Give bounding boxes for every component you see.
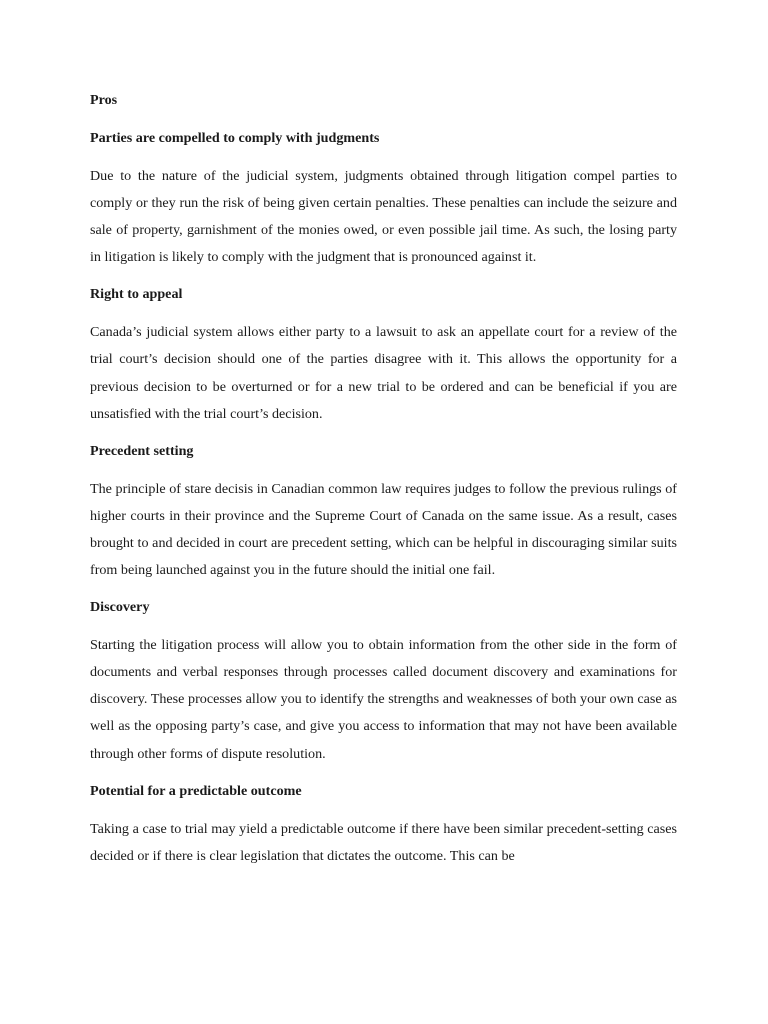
section-paragraph: Due to the nature of the judicial system, judgments obtained through litigation compel parties to comply or they run the risk of being given certain penalties. These penalties can include the seizure and sale of property, garnishment of the monies owed, or even possible jail time. As such, the losing party in litigation is likely to comply with the judgment that is pronounced against it.: [90, 168, 677, 266]
section-heading: Parties are compelled to comply with judgments: [90, 130, 380, 146]
section-paragraph: Starting the litigation process will allow you to obtain information from the other side in the form of documents and verbal responses through processes called document discovery and examinations for discovery. These processes allow you to identify the strengths and weaknesses of both your own case as well as the opposing party’s case, and give you access to information that may not have been available through other forms of dispute resolution.: [90, 637, 677, 762]
section-discovery: [90, 594, 677, 767]
section-heading: Potential for a predictable outcome: [90, 782, 302, 799]
section-paragraph: Canada’s judicial system allows either party to a lawsuit to ask an appellate court for a review of the trial court’s decision should one of the parties disagree with it. This allows the opportunity for a previous decision to be overturned or for a new trial to be ordered and can be beneficial if you are unsatisfied with the trial court’s decision.: [90, 324, 677, 422]
section-heading: Discovery: [90, 599, 150, 616]
section-compel-compliance: [90, 125, 677, 271]
section-heading: Right to appeal: [90, 286, 183, 303]
section-heading: Precedent setting: [90, 442, 194, 459]
document-page: [90, 87, 677, 880]
section-right-to-appeal: [90, 281, 677, 427]
section-precedent-setting: [90, 438, 677, 584]
document-title: Pros: [90, 92, 118, 108]
section-paragraph: Taking a case to trial may yield a predictable outcome if there have been similar precedent-setting cases decided or if there is clear legislation that dictates the outcome. This can be: [90, 820, 677, 864]
section-predictable-outcome: [90, 778, 677, 870]
section-paragraph: The principle of stare decisis in Canadian common law requires judges to follow the previous rulings of higher courts in their province and the Supreme Court of Canada on the same issue. As a result, cases brought to and decided in court are precedent setting, which can be helpful in discouraging similar suits from being launched against you in the future should the initial one fail.: [90, 480, 677, 579]
